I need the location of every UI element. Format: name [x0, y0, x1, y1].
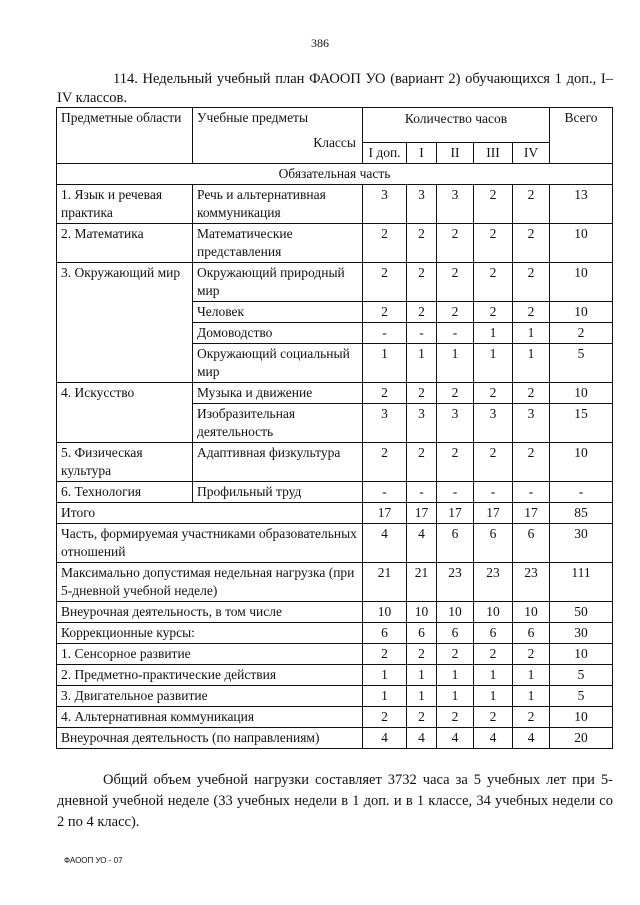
subject-row [57, 383, 613, 404]
summary-row [57, 623, 613, 644]
footer-text: Общий объем учебной нагрузки составляет 3732 часа за 5 учебных лет при 5-дневной учебной неделе (33 учебных недели в 1 доп. и в 1 классе, 34 учебных недели со 2 по 4 класс). [57, 772, 613, 830]
total-cell: 30 [550, 524, 613, 563]
area-name: 6. Технология [57, 482, 193, 503]
summary-label: Максимально допустимая недельная нагрузка (при 5-дневной учебной неделе) [57, 563, 363, 602]
area-name: 4. Искусство [57, 383, 193, 443]
hours-cell: 4 [513, 728, 550, 749]
summary-row [57, 665, 613, 686]
hours-cell: 1 [437, 686, 474, 707]
subject-name: Адаптивная физкультура [193, 443, 363, 482]
hours-cell: 4 [363, 524, 407, 563]
hours-cell: 17 [474, 503, 513, 524]
summary-label: 1. Сенсорное развитие [57, 644, 363, 665]
area-name: 3. Окружающий мир [57, 263, 193, 383]
summary-label: 3. Двигательное развитие [57, 686, 363, 707]
hours-cell: 6 [513, 623, 550, 644]
total-cell: 10 [550, 644, 613, 665]
hours-cell: 1 [407, 686, 437, 707]
hours-cell: 2 [363, 263, 407, 302]
hours-cell: 2 [363, 224, 407, 263]
summary-row [57, 524, 613, 563]
mandatory-part-row [57, 164, 613, 185]
hours-cell: 1 [363, 686, 407, 707]
class-column-header: I доп. [363, 143, 407, 164]
summary-row [57, 728, 613, 749]
hours-cell: - [437, 482, 474, 503]
table-body [57, 108, 613, 749]
hours-header: Количество часов [363, 108, 550, 143]
area-name: 2. Математика [57, 224, 193, 263]
area-name: 5. Физическая культура [57, 443, 193, 482]
subject-name: Человек [193, 302, 363, 323]
hours-cell: 2 [363, 383, 407, 404]
mandatory-part-label: Обязательная часть [57, 164, 613, 185]
hours-cell: 2 [437, 707, 474, 728]
hours-cell: 1 [474, 323, 513, 344]
hours-cell: 6 [363, 623, 407, 644]
hours-cell: 23 [513, 563, 550, 602]
hours-cell: 1 [513, 344, 550, 383]
total-cell: 10 [550, 443, 613, 482]
total-cell: 5 [550, 344, 613, 383]
total-cell: 111 [550, 563, 613, 602]
hours-cell: 23 [474, 563, 513, 602]
header-row [57, 108, 613, 143]
hours-cell: 10 [513, 602, 550, 623]
hours-cell: 2 [437, 302, 474, 323]
hours-cell: 6 [513, 524, 550, 563]
summary-label: Итого [57, 503, 363, 524]
summary-row [57, 563, 613, 602]
hours-cell: 2 [437, 443, 474, 482]
subject-row [57, 482, 613, 503]
hours-cell: 6 [474, 524, 513, 563]
total-cell: 10 [550, 224, 613, 263]
subject-row [57, 185, 613, 224]
total-header: Всего [550, 108, 613, 164]
areas-header: Предметные области [57, 108, 193, 164]
hours-cell: 1 [407, 665, 437, 686]
total-cell: 10 [550, 302, 613, 323]
hours-cell: 2 [407, 383, 437, 404]
hours-cell: 1 [474, 686, 513, 707]
hours-cell: 10 [407, 602, 437, 623]
summary-row [57, 602, 613, 623]
hours-cell: 2 [513, 383, 550, 404]
hours-cell: 2 [437, 383, 474, 404]
total-cell: 15 [550, 404, 613, 443]
hours-cell: 2 [363, 302, 407, 323]
hours-cell: 2 [513, 263, 550, 302]
hours-cell: 1 [474, 344, 513, 383]
hours-cell: - [407, 482, 437, 503]
hours-cell: 3 [513, 404, 550, 443]
hours-cell: 2 [407, 443, 437, 482]
class-column-header: III [474, 143, 513, 164]
page-number: 386 [311, 36, 329, 50]
hours-cell: - [363, 482, 407, 503]
subject-name: Домоводство [193, 323, 363, 344]
hours-cell: 2 [407, 644, 437, 665]
hours-cell: 2 [474, 443, 513, 482]
total-cell: - [550, 482, 613, 503]
summary-row [57, 644, 613, 665]
hours-cell: 2 [513, 302, 550, 323]
hours-cell: 2 [437, 644, 474, 665]
summary-label: Часть, формируемая участниками образовательных отношений [57, 524, 363, 563]
total-cell: 20 [550, 728, 613, 749]
hours-cell: 3 [363, 404, 407, 443]
curriculum-table [56, 107, 613, 749]
total-cell: 10 [550, 263, 613, 302]
hours-cell: 2 [474, 383, 513, 404]
hours-cell: 3 [363, 185, 407, 224]
total-cell: 10 [550, 707, 613, 728]
summary-row [57, 686, 613, 707]
hours-cell: 17 [513, 503, 550, 524]
hours-cell: 3 [407, 185, 437, 224]
hours-cell: - [407, 323, 437, 344]
total-cell: 5 [550, 686, 613, 707]
hours-cell: 2 [363, 443, 407, 482]
hours-cell: 10 [363, 602, 407, 623]
hours-cell: 2 [407, 707, 437, 728]
area-name: 1. Язык и речевая практика [57, 185, 193, 224]
summary-label: Внеурочная деятельность, в том числе [57, 602, 363, 623]
hours-cell: 2 [407, 302, 437, 323]
hours-cell: 2 [474, 224, 513, 263]
subject-name: Изобразительная деятельность [193, 404, 363, 443]
hours-cell: 4 [407, 524, 437, 563]
summary-row [57, 503, 613, 524]
hours-cell: 10 [474, 602, 513, 623]
hours-cell: 4 [363, 728, 407, 749]
hours-cell: 17 [437, 503, 474, 524]
subject-name: Музыка и движение [193, 383, 363, 404]
hours-cell: 6 [437, 524, 474, 563]
hours-cell: 3 [474, 404, 513, 443]
hours-cell: 4 [437, 728, 474, 749]
hours-cell: 3 [437, 404, 474, 443]
total-cell: 85 [550, 503, 613, 524]
hours-cell: 17 [407, 503, 437, 524]
class-column-header: II [437, 143, 474, 164]
hours-cell: 2 [513, 224, 550, 263]
hours-cell: 3 [407, 404, 437, 443]
hours-cell: 1 [437, 665, 474, 686]
total-cell: 13 [550, 185, 613, 224]
total-cell: 2 [550, 323, 613, 344]
hours-cell: 1 [407, 344, 437, 383]
hours-cell: 2 [437, 224, 474, 263]
hours-cell: 21 [363, 563, 407, 602]
class-column-header: IV [513, 143, 550, 164]
summary-label: 2. Предметно-практические действия [57, 665, 363, 686]
hours-cell: 2 [513, 707, 550, 728]
hours-cell: 2 [513, 644, 550, 665]
classes-label: Классы [313, 135, 356, 150]
hours-cell: 2 [407, 224, 437, 263]
subject-name: Математические представления [193, 224, 363, 263]
hours-cell: 1 [513, 323, 550, 344]
subject-row [57, 263, 613, 302]
hours-cell: 6 [407, 623, 437, 644]
hours-cell: 23 [437, 563, 474, 602]
hours-cell: 1 [513, 686, 550, 707]
subject-name: Речь и альтернативная коммуникация [193, 185, 363, 224]
hours-cell: 4 [407, 728, 437, 749]
subject-name: Окружающий социальный мир [193, 344, 363, 383]
summary-label: Внеурочная деятельность (по направлениям) [57, 728, 363, 749]
subject-name: Окружающий природный мир [193, 263, 363, 302]
hours-cell: 1 [363, 344, 407, 383]
summary-label: Коррекционные курсы: [57, 623, 363, 644]
class-column-header: I [407, 143, 437, 164]
summary-label: 4. Альтернативная коммуникация [57, 707, 363, 728]
hours-cell: 1 [437, 344, 474, 383]
hours-cell: 1 [363, 665, 407, 686]
total-cell: 5 [550, 665, 613, 686]
hours-cell: 6 [437, 623, 474, 644]
hours-cell: 2 [513, 185, 550, 224]
hours-cell: 2 [474, 302, 513, 323]
hours-cell: 1 [513, 665, 550, 686]
hours-cell: 4 [474, 728, 513, 749]
hours-cell: 2 [363, 707, 407, 728]
hours-cell: - [474, 482, 513, 503]
hours-cell: 2 [437, 263, 474, 302]
subjects-header [193, 108, 363, 164]
hours-cell: 6 [474, 623, 513, 644]
hours-cell: 2 [474, 707, 513, 728]
summary-row [57, 707, 613, 728]
hours-cell: 2 [474, 644, 513, 665]
document-code: ФАООП УО - 07 [64, 856, 123, 865]
total-cell: 10 [550, 383, 613, 404]
hours-cell: 2 [474, 185, 513, 224]
total-cell: 30 [550, 623, 613, 644]
subject-row [57, 443, 613, 482]
hours-cell: 2 [363, 644, 407, 665]
table-heading: 114. Недельный учебный план ФАООП УО (вариант 2) обучающихся 1 доп., I–IV классов. [57, 71, 613, 106]
hours-cell: - [437, 323, 474, 344]
hours-cell: 17 [363, 503, 407, 524]
subject-row [57, 224, 613, 263]
subjects-header-label: Учебные предметы [197, 110, 309, 125]
hours-cell: - [363, 323, 407, 344]
subject-name: Профильный труд [193, 482, 363, 503]
total-cell: 50 [550, 602, 613, 623]
hours-cell: 10 [437, 602, 474, 623]
hours-cell: 3 [437, 185, 474, 224]
hours-cell: 2 [474, 263, 513, 302]
hours-cell: 1 [474, 665, 513, 686]
hours-cell: 2 [407, 263, 437, 302]
hours-cell: 2 [513, 443, 550, 482]
hours-cell: - [513, 482, 550, 503]
hours-cell: 21 [407, 563, 437, 602]
